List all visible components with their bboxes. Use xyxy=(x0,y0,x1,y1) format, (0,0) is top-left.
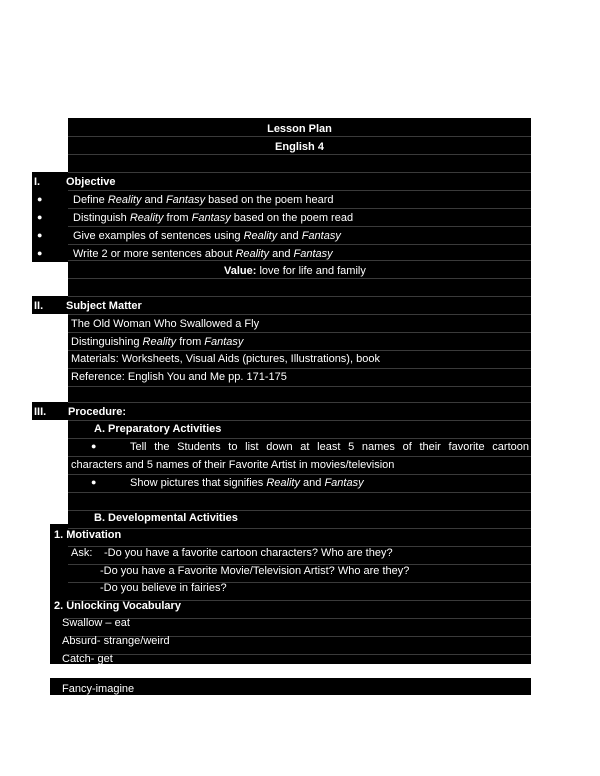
row-rule xyxy=(68,172,531,173)
objective-item: Give examples of sentences using Reality and Fantasy xyxy=(73,230,341,242)
objective-heading: Objective xyxy=(66,176,116,188)
materials-line: Materials: Worksheets, Visual Aids (pictures, Illustrations), book xyxy=(71,353,380,365)
row-rule xyxy=(68,618,531,619)
motivation-question: -Do you have a Favorite Movie/Television Artist? Who are they? xyxy=(100,565,410,577)
bullet-icon: ● xyxy=(37,194,43,204)
objective-item: Write 2 or more sentences about Reality and Fantasy xyxy=(73,248,333,260)
procedure-heading: Procedure: xyxy=(68,406,127,418)
bullet-icon: ● xyxy=(37,230,43,240)
row-rule xyxy=(68,528,531,529)
reference-line: Reference: English You and Me pp. 171-175 xyxy=(71,371,287,383)
preparatory-item2: Show pictures that signifies Reality and Fantasy xyxy=(130,477,364,489)
vocabulary-item: Fancy-imagine xyxy=(62,683,135,695)
vocabulary-heading: 2. Unlocking Vocabulary xyxy=(54,600,181,612)
row-rule xyxy=(68,386,531,387)
developmental-heading: B. Developmental Activities xyxy=(94,512,238,524)
vocabulary-item: Absurd- strange/weird xyxy=(62,635,170,647)
bullet-icon: ● xyxy=(91,477,97,487)
row-rule xyxy=(68,402,531,403)
preparatory-item-line2: characters and 5 names of their Favorite Artist in movies/television xyxy=(71,459,395,471)
value-line: Value: love for life and family xyxy=(224,265,366,277)
bullet-icon: ● xyxy=(91,441,97,451)
objective-item: Distinguish Reality from Fantasy based on the poem read xyxy=(73,212,354,224)
objective-item: Define Reality and Fantasy based on the poem heard xyxy=(73,194,334,206)
row-rule xyxy=(68,654,531,655)
subject-heading: Subject Matter xyxy=(66,300,142,312)
preparatory-item-line1: Tell the Students to list down at least 5 names of their favorite cartoon xyxy=(130,441,529,453)
objective-numeral: I. xyxy=(34,176,41,188)
lesson-plan-title: Lesson Plan xyxy=(267,123,332,135)
bullet-icon: ● xyxy=(37,212,43,222)
subject-numeral: II. xyxy=(34,300,44,312)
motivation-question: -Do you believe in fairies? xyxy=(100,582,227,594)
vocabulary-item: Catch- get xyxy=(62,653,113,665)
row-rule xyxy=(68,492,531,493)
topic-line: Distinguishing Reality from Fantasy xyxy=(71,336,244,348)
motivation-question: -Do you have a favorite cartoon characters? Who are they? xyxy=(104,547,393,559)
procedure-numeral: III. xyxy=(34,406,47,418)
bullet-icon: ● xyxy=(37,248,43,258)
story-title: The Old Woman Who Swallowed a Fly xyxy=(71,318,260,330)
vocabulary-item: Swallow – eat xyxy=(62,617,130,629)
ask-label: Ask: xyxy=(71,547,93,559)
preparatory-heading: A. Preparatory Activities xyxy=(94,423,222,435)
motivation-heading: 1. Motivation xyxy=(54,529,122,541)
subject-title: English 4 xyxy=(275,141,324,153)
